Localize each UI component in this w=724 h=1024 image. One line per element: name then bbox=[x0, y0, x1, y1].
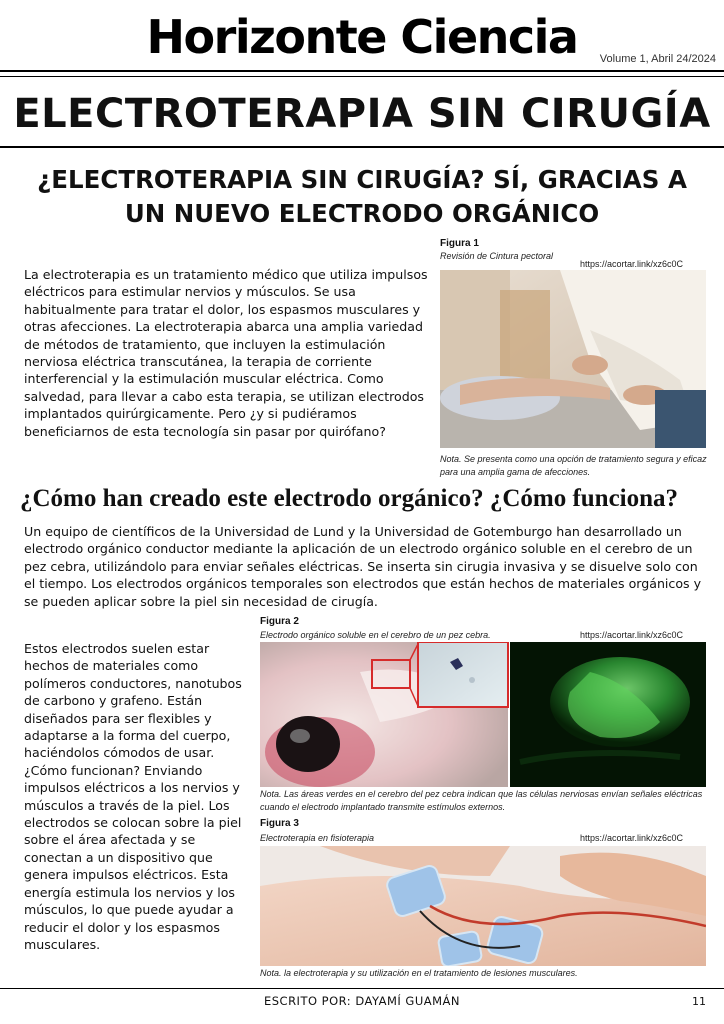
masthead-title: Horizonte Ciencia bbox=[146, 10, 578, 64]
figure1-photo bbox=[440, 270, 706, 448]
footer-rule bbox=[0, 988, 724, 989]
figure3-note: Nota. la electroterapia y su utilización en el tratamiento de lesiones musculares. bbox=[260, 968, 578, 978]
method-paragraph: Un equipo de científicos de la Universidad de Lund y la Universidad de Gotemburgo han desarrollado un electrodo orgánico conductor mediante la aplicación de un electrodo orgánico soluble en el cerebro de un pez cebra, utilizándolo para enviar señales eléctricas. Se inserta sin cirugia invasiva y se disuelve solo con el tiempo. Los electrodos orgánicos temporales son electrodos que están hechos de materiales orgánicos y se pueden aplicar sobre la piel sin necesidad de cirugía. bbox=[24, 524, 702, 609]
masthead-rule-bottom bbox=[0, 76, 724, 77]
issue-date: Volume 1, Abril 24/2024 bbox=[599, 53, 716, 65]
figure2-note: Nota. Las áreas verdes en el cerebro del pez cebra indican que las células nerviosas envían señales eléctricas cuando el electrodo implantado transmite estímulos externos. bbox=[260, 789, 703, 812]
section-subheading: ¿Cómo han creado este electrodo orgánico? ¿Cómo funciona? bbox=[20, 485, 679, 512]
figure3-link[interactable]: https://acortar.link/xz6c0C bbox=[580, 833, 684, 843]
figure1-note: Nota. Se presenta como una opción de tratamiento segura y eficaz para una amplia gama de afecciones. bbox=[440, 454, 707, 477]
masthead-rule-top bbox=[0, 70, 724, 72]
article-headline: ¿ELECTROTERAPIA SIN CIRUGÍA? SÍ, GRACIAS A UN NUEVO ELECTRODO ORGÁNICO bbox=[37, 165, 687, 228]
figure2-link[interactable]: https://acortar.link/xz6c0C bbox=[580, 630, 684, 640]
figure2-title: Electrodo orgánico soluble en el cerebro de un pez cebra. bbox=[260, 630, 491, 640]
figure2-label: Figura 2 bbox=[260, 616, 299, 627]
figure1-title: Revisión de Cintura pectoral bbox=[440, 251, 554, 261]
section-banner: ELECTROTERAPIA SIN CIRUGÍA bbox=[13, 91, 711, 137]
figure3-label: Figura 3 bbox=[260, 818, 299, 829]
figure2-photo bbox=[260, 642, 706, 787]
electrodes-paragraph: Estos electrodos suelen estar hechos de materiales como polímeros conductores, nanotubos de carbono y grafeno. Están diseñados para ser flexibles y adaptarse a la forma del cuerpo, haciéndolos cómodos de usar. ¿Cómo funcionan? Enviando impulsos eléctricos a los nervios y músculos a través de la piel. Los electrodos se colocan sobre la piel sobre el área afectada y se conectan a un dispositivo que genera impulsos eléctricos. Esta energía estimula los nervios y los músculos, lo que puede ayudar a reducir el dolor y los espasmos musculares. bbox=[24, 641, 242, 952]
intro-paragraph: La electroterapia es un tratamiento médico que utiliza impulsos eléctricos para estimular nervios y músculos. Se usa habitualmente para tratar el dolor, los espasmos musculares y otras afecciones. La electroterapia abarca una amplia variedad de métodos de tratamiento, que incluyen la estimulación nerviosa eléctrica transcutánea, la terapia de corriente interferencial y la estimulación muscular eléctrica. Como salvedad, para llevar a cabo esta terapia, se utilizan electrodos implantados quirúrgicamente. Pero ¿y si pudiéramos beneficiarnos de esta tecnología sin pasar por quirófano? bbox=[24, 267, 428, 439]
figure3-photo bbox=[260, 846, 706, 966]
figure3-title: Electroterapia en fisioterapia bbox=[260, 833, 375, 843]
author-byline: ESCRITO POR: DAYAMÍ GUAMÁN bbox=[263, 994, 461, 1008]
banner-rule bbox=[0, 146, 724, 148]
figure1-link[interactable]: https://acortar.link/xz6c0C bbox=[580, 259, 684, 269]
figure1-label: Figura 1 bbox=[440, 238, 479, 249]
page-number: 11 bbox=[692, 995, 706, 1008]
